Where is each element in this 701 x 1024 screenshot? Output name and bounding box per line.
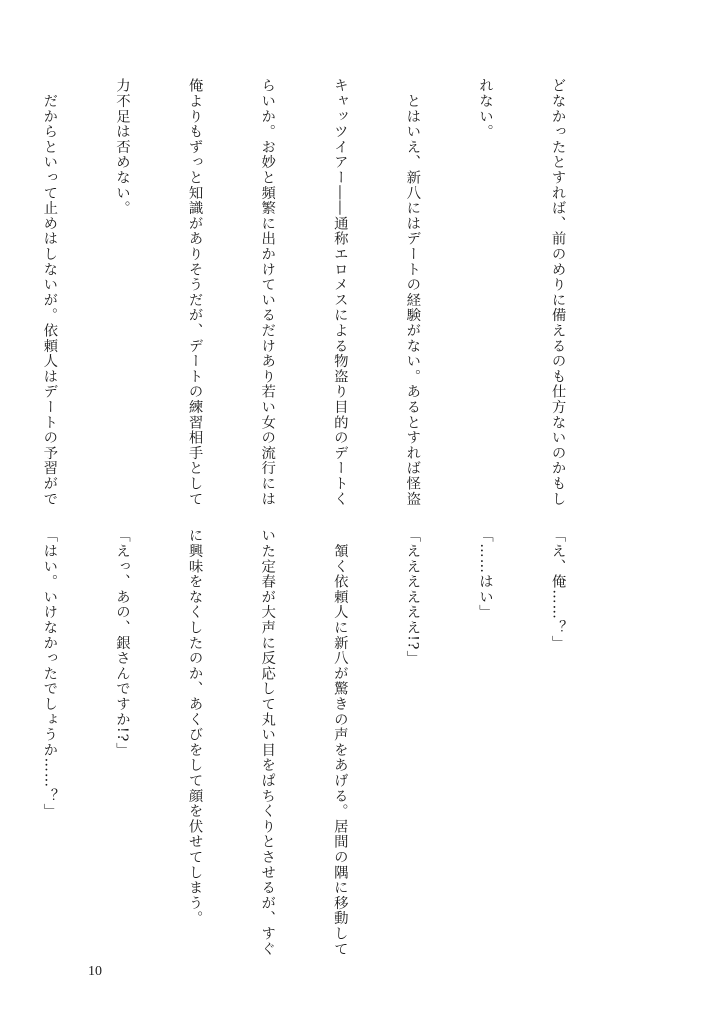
- text-line: どなかったとすれば、前のめりに備えるのも仕方ないのかもし: [549, 78, 566, 507]
- text-line: 俺よりもずっと知識がありそうだが、デートの練習相手として: [186, 78, 203, 507]
- text-line: 力不足は否めない。: [113, 78, 130, 216]
- text-line: に興味をなくしたのか、あくびをして顔を伏せてしまう。: [186, 528, 203, 926]
- text-line: 「はい。いけなかったでしょうか……？」: [41, 528, 58, 819]
- text-line: いた定春が大声に反応して丸い目をぱちくりとさせるが、すぐ: [259, 528, 276, 957]
- text-line: 「ええええええ!?」: [404, 528, 421, 666]
- text-line: 「えっ、あの、銀さんですか!?」: [113, 528, 130, 758]
- text-line: だからといって止めはしないが。依頼人はデートの予習がで: [41, 78, 58, 507]
- text-line: とはいえ、新八にはデートの経験がない。あるとすれば怪盗: [404, 78, 421, 507]
- text-line: キャッツイアー――通称エロメスによる物盗り目的のデートく: [331, 78, 348, 507]
- upper-text-block: [0, 78, 618, 507]
- lower-text-block: [0, 528, 618, 957]
- text-line: らいか。お妙と頻繁に出かけているだけあり若い女の流行には: [259, 78, 276, 507]
- text-line: れない。: [476, 78, 493, 140]
- text-line: 「……はい」: [476, 528, 493, 620]
- page-number: 10: [88, 964, 102, 979]
- text-line: 「え、俺……？」: [549, 528, 566, 651]
- text-line: 頷く依頼人に新八が驚きの声をあげる。居間の隅に移動して: [331, 528, 348, 957]
